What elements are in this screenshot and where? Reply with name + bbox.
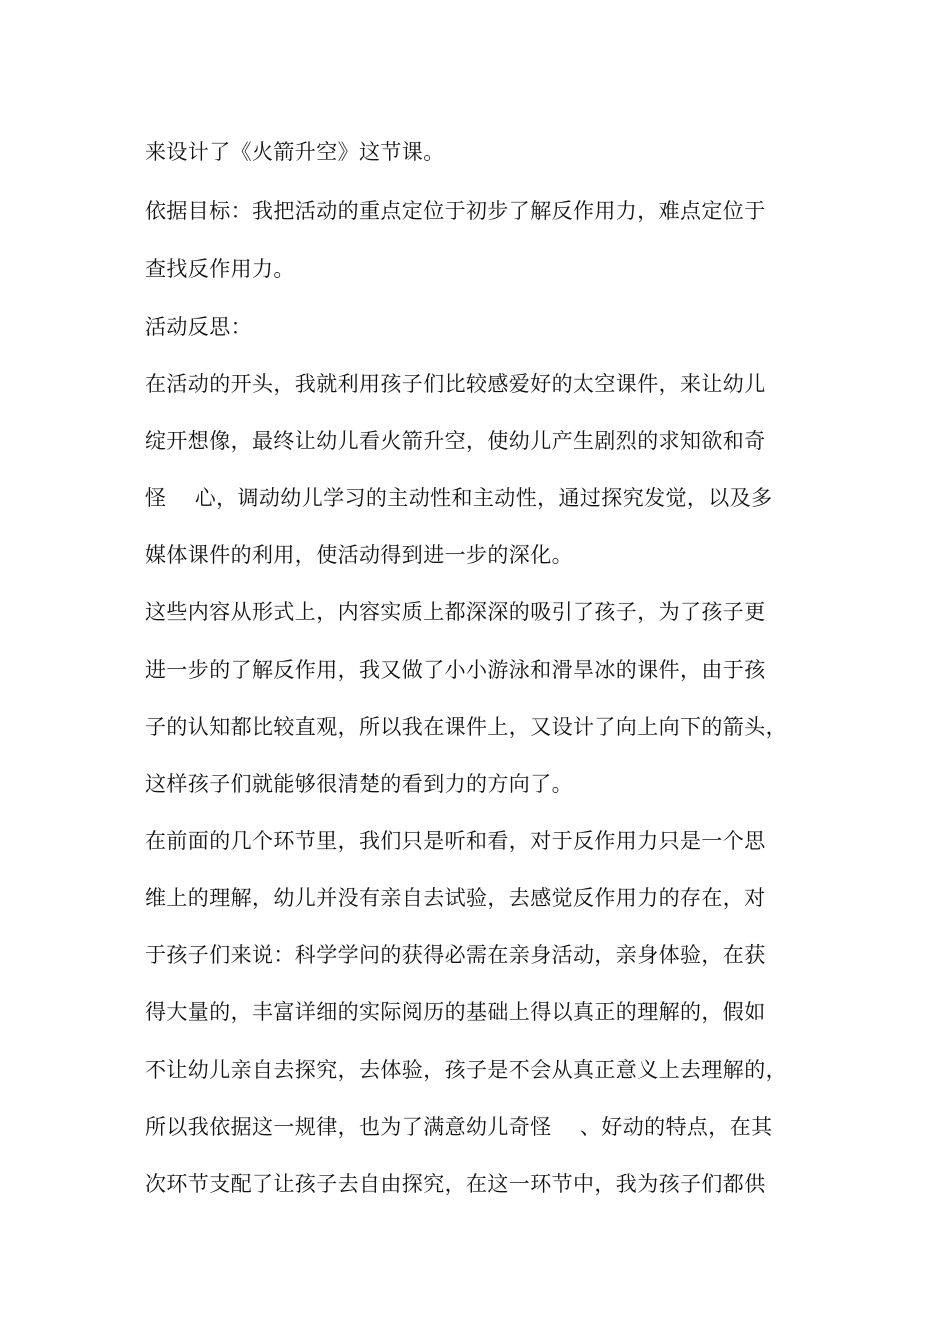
text-line: 不让幼儿亲自去探究，去体验，孩子是不会从真正意义上去理解的， (145, 1058, 787, 1082)
text-line: 所以我依据这一规律，也为了满意幼儿奇怪 、好动的特点，在其 (145, 1115, 773, 1139)
text-line: 怪 心，调动幼儿学习的主动性和主动性，通过探究发觉，以及多 (145, 486, 773, 510)
text-line: 媒体课件的利用，使活动得到进一步的深化。 (145, 543, 573, 567)
text-line: 维上的理解，幼儿并没有亲自去试验，去感觉反作用力的存在，对 (145, 886, 766, 910)
text-line: 进一步的了解反作用，我又做了小小游泳和滑旱冰的课件，由于孩 (145, 658, 766, 682)
text-line: 这些内容从形式上，内容实质上都深深的吸引了孩子，为了孩子更 (145, 600, 766, 624)
text-line: 来设计了《火箭升空》这节课。 (145, 140, 445, 164)
text-line: 于孩子们来说：科学学问的获得必需在亲身活动，亲身体验，在获 (145, 943, 766, 967)
text-line: 绽开想像，最终让幼儿看火箭升空，使幼儿产生剧烈的求知欲和奇 (145, 429, 766, 453)
text-line: 次环节支配了让孩子去自由探究，在这一环节中，我为孩子们都供 (145, 1172, 766, 1196)
text-line: 子的认知都比较直观，所以我在课件上，又设计了向上向下的箭头， (145, 715, 787, 739)
text-line: 在前面的几个环节里，我们只是听和看，对于反作用力只是一个思 (145, 829, 766, 853)
text-line: 这样孩子们就能够很清楚的看到力的方向了。 (145, 772, 573, 796)
text-line: 得大量的，丰富详细的实际阅历的基础上得以真正的理解的，假如 (145, 1000, 766, 1024)
text-line: 查找反作用力。 (145, 257, 295, 281)
section-heading: 活动反思： (145, 315, 252, 339)
text-line: 依据目标：我把活动的重点定位于初步了解反作用力，难点定位于 (145, 199, 766, 223)
text-line: 在活动的开头，我就利用孩子们比较感爱好的太空课件，来让幼儿 (145, 372, 766, 396)
